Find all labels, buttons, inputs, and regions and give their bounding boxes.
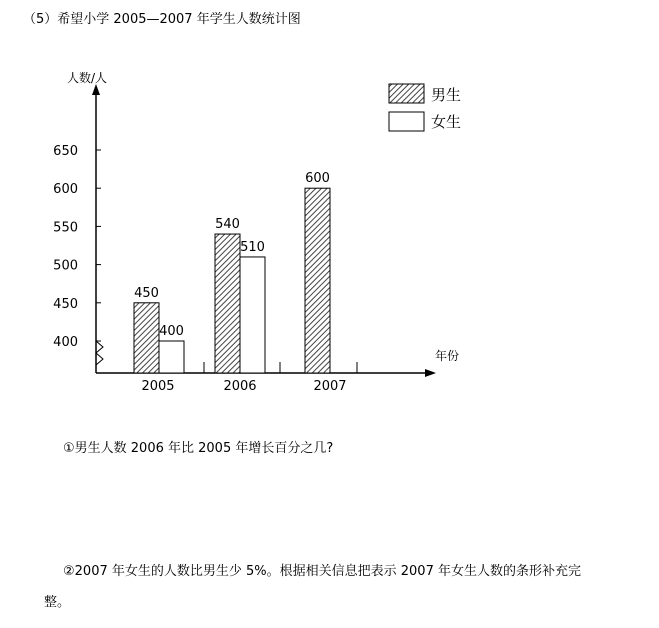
y-tick-label: 550 [53,220,78,236]
x-tick-label: 2007 [313,379,347,394]
x-axis-arrow [425,369,436,377]
bar-boys-2006 [215,234,240,373]
y-tick-label: 600 [53,182,78,198]
question-2-continued: 整。 [44,595,71,610]
bar-girls-2006 [240,257,265,373]
axis-break [96,341,103,365]
legend-swatch-boys [389,84,424,103]
y-axis-label: 人数/人 [67,71,108,85]
question-1: ①男生人数 2006 年比 2005 年增长百分之几? [63,441,334,456]
legend-label-boys: 男生 [431,86,462,104]
bar-boys-2007 [305,188,330,373]
x-tick-label: 2005 [141,379,175,394]
y-tick-label: 450 [53,296,78,312]
y-tick-label: 400 [53,335,78,350]
legend-label-girls: 女生 [431,113,462,131]
data-label: 450 [134,285,159,301]
problem-title: （5）希望小学 2005—2007 年学生人数统计图 [23,12,301,27]
data-label: 540 [215,217,240,233]
y-tick-label: 500 [53,258,78,274]
x-tick-label: 2006 [223,379,257,394]
data-label: 510 [240,239,265,255]
legend [389,84,461,131]
data-label: 400 [159,324,184,339]
bar-girls-2005 [159,341,184,373]
bar-boys-2005 [134,303,159,373]
question-2: ②2007 年女生的人数比男生少 5%。根据相关信息把表示 2007 年女生人数的条形补充完 [63,564,581,579]
y-axis-arrow [92,84,100,95]
legend-swatch-girls [389,112,424,131]
x-axis-label: 年份 [435,349,460,363]
data-label: 600 [305,171,330,187]
y-tick-label: 650 [53,144,78,159]
